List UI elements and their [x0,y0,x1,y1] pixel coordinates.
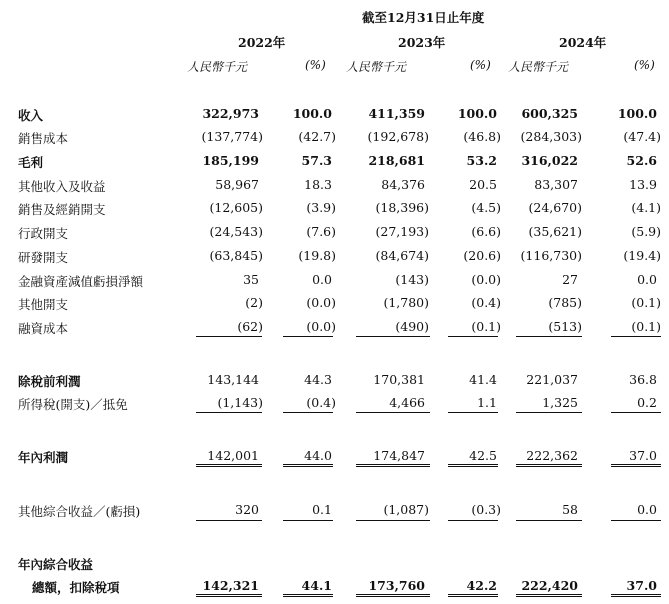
cell-value: 100.0 [292,106,332,121]
row-label: 除稅前利潤 [18,374,81,389]
row-label: 年內利潤 [18,450,69,465]
cell-value: 36.8 [629,372,657,387]
subtotal-rule [448,520,498,521]
cell-value: 185,199 [202,153,259,168]
row-label: 銷售及經銷開支 [18,202,106,217]
cell-value: (84,674) [375,248,429,263]
cell-value: 221,037 [526,372,578,387]
subtotal-rule [356,336,430,337]
total-rule [516,594,582,597]
cell-value: 170,381 [373,372,425,387]
cell-value: (12,605) [209,200,263,215]
cell-value: 83,307 [534,177,578,192]
cell-value: (24,543) [209,224,263,239]
pct-label-2022: (%) [305,58,326,72]
cell-value: 222,420 [521,578,578,593]
cell-value: (42.7) [298,129,336,144]
total-rule [516,464,582,467]
cell-value: 44.0 [304,448,332,463]
cell-value: (0.3) [471,502,501,517]
cell-value: (24,670) [528,200,582,215]
total-rule [196,464,262,467]
cell-value: 222,362 [526,448,578,463]
row-label: 年內綜合收益 [18,557,94,572]
subtotal-rule [516,336,582,337]
subtotal-rule [283,520,333,521]
cell-value: 174,847 [373,448,425,463]
cell-value: 52.6 [626,153,657,168]
cell-value: (0.0) [306,295,336,310]
cell-value: 100.0 [457,106,497,121]
cell-value: (35,621) [528,224,582,239]
cell-value: (6.6) [471,224,501,239]
cell-value: (0.4) [471,295,501,310]
cell-value: (0.1) [631,319,661,334]
cell-value: 1.1 [477,395,497,410]
cell-value: 20.5 [469,177,497,192]
cell-value: (490) [395,319,429,334]
cell-value: (7.6) [306,224,336,239]
unit-label-2022: 人民幣千元 [187,60,248,74]
cell-value: 600,325 [521,106,578,121]
total-rule [283,464,333,467]
cell-value: (513) [548,319,582,334]
cell-value: (62) [237,319,263,334]
total-rule [448,464,498,467]
cell-value: 0.0 [637,272,657,287]
cell-value: 143,144 [207,372,259,387]
cell-value: 0.2 [637,395,657,410]
cell-value: 42.2 [466,578,497,593]
cell-value: 173,760 [368,578,425,593]
year-2022: 2022年 [238,35,286,50]
cell-value: (27,193) [375,224,429,239]
cell-value: (0.1) [471,319,501,334]
cell-value: (284,303) [520,129,582,144]
cell-value: (46.8) [463,129,501,144]
pct-label-2023: (%) [470,58,491,72]
cell-value: 27 [562,272,578,287]
subtotal-rule [356,412,430,413]
cell-value: (137,774) [201,129,263,144]
cell-value: (1,780) [383,295,429,310]
cell-value: 35 [243,272,259,287]
cell-value: 142,321 [202,578,259,593]
cell-value: 411,359 [368,106,425,121]
cell-value: (5.9) [631,224,661,239]
row-label: 其他綜合收益／(虧損) [18,504,141,519]
row-label: 所得稅(開支)／抵免 [18,397,128,412]
cell-value: (0.4) [306,395,336,410]
cell-value: (47.4) [623,129,661,144]
cell-value: 37.0 [629,448,657,463]
cell-value: (19.4) [623,248,661,263]
subtotal-rule [448,336,498,337]
row-label: 毛利 [18,155,44,170]
cell-value: 18.3 [304,177,332,192]
unit-label-2023: 人民幣千元 [346,60,407,74]
row-label: 行政開支 [18,226,69,241]
row-label: 銷售成本 [18,131,69,146]
row-label: 收入 [18,108,44,123]
period-heading: 截至12月31日止年度 [362,10,485,25]
cell-value: 37.0 [626,578,657,593]
subtotal-rule [611,520,661,521]
cell-value: (0.0) [471,272,501,287]
subtotal-rule [196,336,262,337]
cell-value: 316,022 [521,153,578,168]
subtotal-rule [196,520,262,521]
row-label: 其他收入及收益 [18,179,106,194]
cell-value: 0.1 [312,502,332,517]
cell-value: 4,466 [389,395,425,410]
unit-label-2024: 人民幣千元 [508,60,569,74]
cell-value: 57.3 [301,153,332,168]
year-2024: 2024年 [559,35,607,50]
subtotal-rule [611,336,661,337]
row-label: 其他開支 [18,297,69,312]
cell-value: (63,845) [209,248,263,263]
total-rule [611,594,661,597]
cell-value: 0.0 [312,272,332,287]
cell-value: (116,730) [520,248,582,263]
cell-value: (785) [548,295,582,310]
cell-value: 13.9 [629,177,657,192]
cell-value: (18,396) [375,200,429,215]
row-label: 金融資產減值虧損淨額 [18,274,144,289]
cell-value: 320 [235,502,259,517]
total-rule [448,594,498,597]
cell-value: 218,681 [368,153,425,168]
cell-value: 58,967 [215,177,259,192]
row-label: 總額，扣除稅項 [32,580,120,595]
total-rule [611,464,661,467]
total-rule [196,594,262,597]
cell-value: (20.6) [463,248,501,263]
row-label: 研發開支 [18,250,69,265]
cell-value: 142,001 [207,448,259,463]
cell-value: (0.1) [631,295,661,310]
cell-value: (0.0) [306,319,336,334]
cell-value: 1,325 [542,395,578,410]
cell-value: (143) [395,272,429,287]
cell-value: 44.1 [301,578,332,593]
subtotal-rule [516,520,582,521]
pct-label-2024: (%) [634,58,655,72]
subtotal-rule [448,412,498,413]
total-rule [283,594,333,597]
cell-value: (1,143) [217,395,263,410]
subtotal-rule [283,412,333,413]
cell-value: 100.0 [617,106,657,121]
cell-value: 41.4 [469,372,497,387]
cell-value: (1,087) [383,502,429,517]
cell-value: (3.9) [306,200,336,215]
cell-value: 322,973 [202,106,259,121]
cell-value: (4.1) [631,200,661,215]
cell-value: (19.8) [298,248,336,263]
cell-value: 42.5 [469,448,497,463]
cell-value: 58 [562,502,578,517]
total-rule [356,464,430,467]
row-label: 融資成本 [18,321,69,336]
cell-value: 44.3 [304,372,332,387]
subtotal-rule [516,412,582,413]
subtotal-rule [283,336,333,337]
total-rule [356,594,430,597]
subtotal-rule [611,412,661,413]
cell-value: (2) [245,295,263,310]
subtotal-rule [196,412,262,413]
cell-value: (4.5) [471,200,501,215]
cell-value: (192,678) [367,129,429,144]
cell-value: 0.0 [637,502,657,517]
cell-value: 53.2 [466,153,497,168]
cell-value: 84,376 [381,177,425,192]
subtotal-rule [356,520,430,521]
year-2023: 2023年 [398,35,446,50]
